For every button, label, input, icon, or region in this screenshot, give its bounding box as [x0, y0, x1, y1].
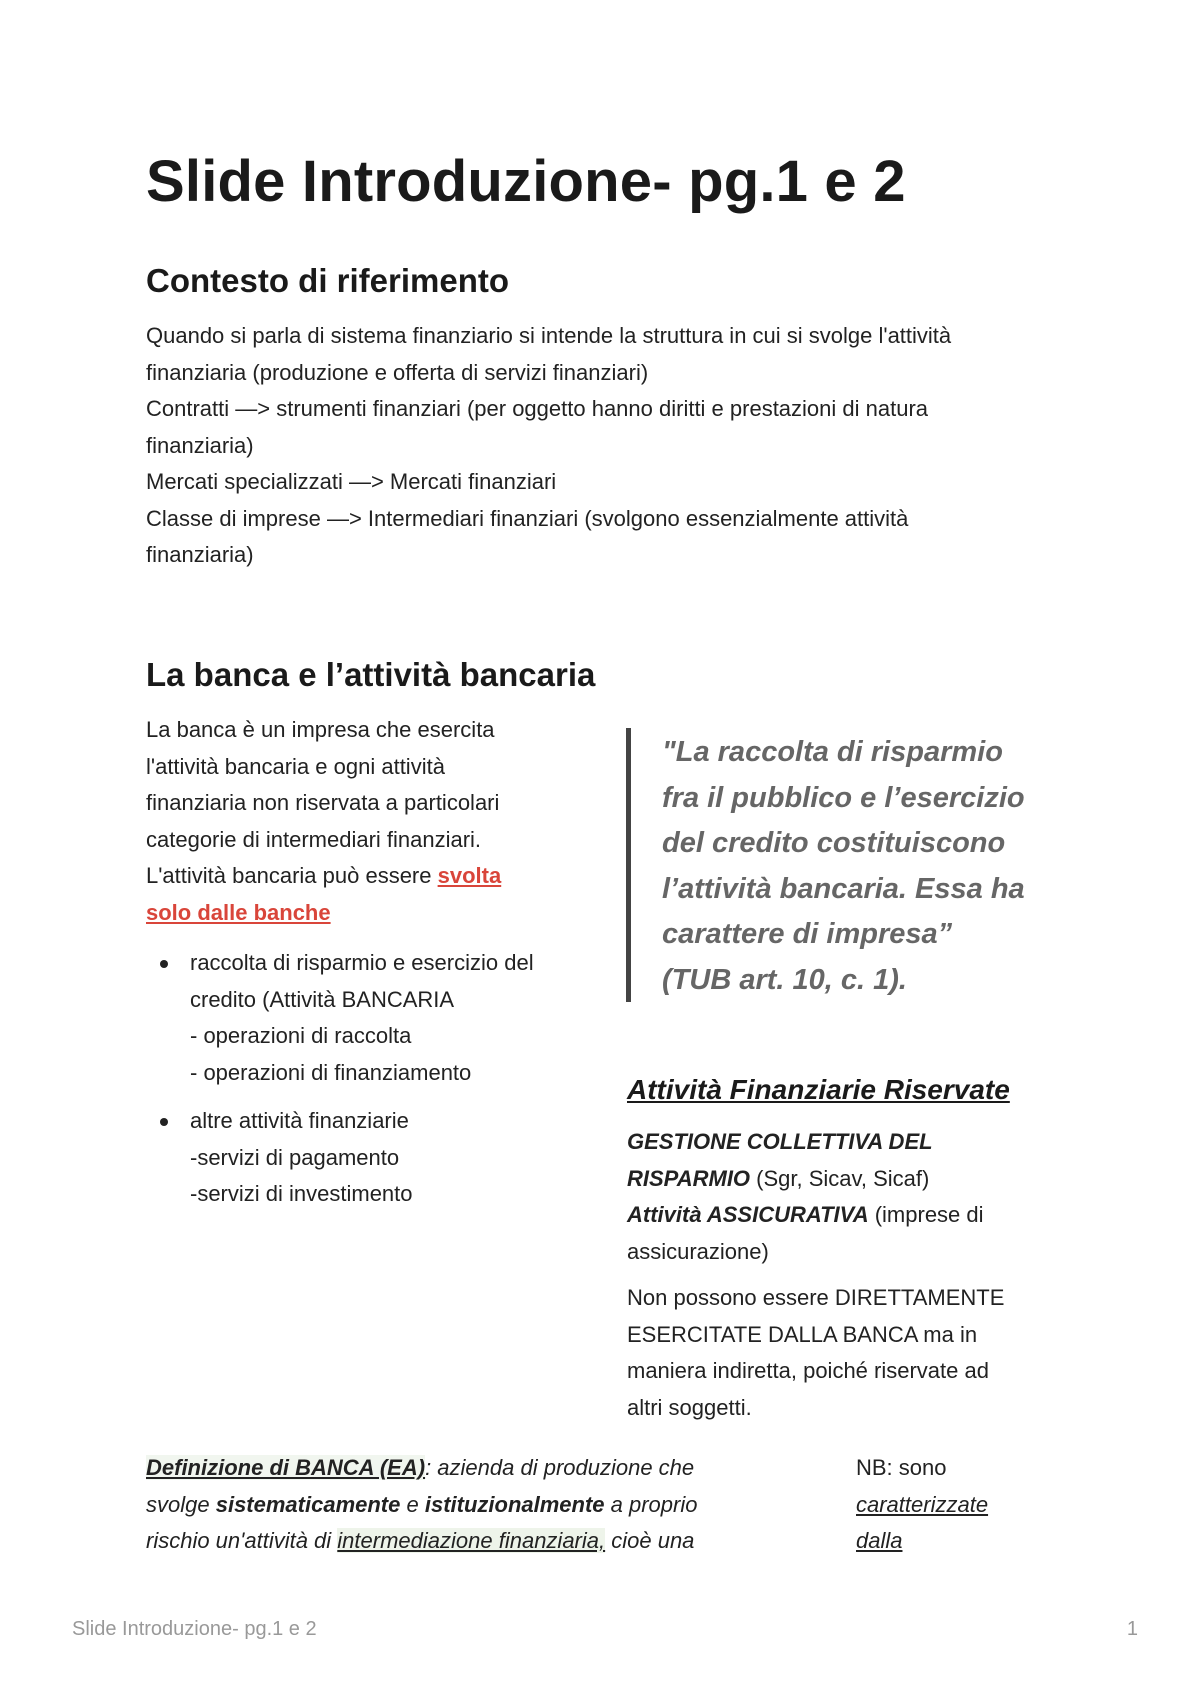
- highlight-link-intermediazione[interactable]: intermediazione finanziaria,: [337, 1528, 606, 1553]
- text-line: caratterizzate: [856, 1491, 989, 1517]
- quote-bar: [626, 728, 631, 1002]
- text-line: raccolta di risparmio e esercizio del: [190, 950, 534, 975]
- text-line: finanziaria): [146, 542, 254, 567]
- text-line: [627, 1161, 1067, 1198]
- quote-line: carattere di impresa”: [662, 918, 953, 950]
- text-line: dalla: [856, 1528, 903, 1553]
- text-line: maniera indiretta, poiché riservate ad: [627, 1358, 989, 1383]
- definition-banca: [146, 1450, 786, 1560]
- text-line: altre attività finanziarie: [190, 1108, 409, 1133]
- text-line: Contratti —> strumenti finanziari (per oggetto hanno diritti e prestazioni di natura: [146, 396, 929, 421]
- text-line: [146, 1450, 786, 1487]
- text-line: Classe di imprese —> Intermediari finanziari (svolgono essenzialmente attività: [146, 505, 909, 531]
- section-contesto-body: [146, 318, 1066, 574]
- text-line: ESERCITATE DALLA BANCA ma in: [627, 1321, 978, 1347]
- text-span: (imprese di: [868, 1202, 984, 1227]
- text-span: azienda di produzione che: [431, 1455, 695, 1480]
- highlight-link-svolta[interactable]: svolta: [437, 863, 502, 888]
- quote-line: fra il pubblico e l’esercizio: [662, 781, 1025, 814]
- text-span: L'attività bancaria può essere: [146, 863, 438, 888]
- page-number: 1: [1126, 1618, 1138, 1640]
- text-span: sistematicamente: [215, 1491, 401, 1517]
- section-heading-banca: La banca e l’attività bancaria: [146, 656, 596, 693]
- text-line: credito (Attività BANCARIA: [190, 986, 455, 1012]
- footer-title: Slide Introduzione- pg.1 e 2: [72, 1618, 317, 1640]
- quote-line: l’attività bancaria. Essa ha: [662, 872, 1025, 905]
- text-line: [146, 895, 616, 932]
- text-line: NB: sono: [856, 1455, 947, 1480]
- blockquote-tub: [662, 730, 1072, 1003]
- text-line: [627, 1197, 1067, 1234]
- section-heading-contesto: Contesto di riferimento: [146, 262, 510, 299]
- text-line: altri soggetti.: [627, 1394, 752, 1420]
- text-span: :: [425, 1455, 432, 1480]
- text-line: finanziaria (produzione e offerta di servizi finanziari): [146, 359, 649, 385]
- nb-note: [856, 1450, 1056, 1560]
- quote-line: "La raccolta di risparmio: [662, 736, 1003, 768]
- list-item: [146, 945, 616, 1091]
- text-span: a proprio: [604, 1491, 698, 1517]
- reserved-note: [627, 1280, 1067, 1426]
- reserved-activities-column: [627, 1070, 1067, 1426]
- definition-term-link[interactable]: Definizione di BANCA (EA): [146, 1455, 426, 1480]
- text-line: assicurazione): [627, 1238, 769, 1264]
- text-line: - operazioni di finanziamento: [190, 1059, 472, 1085]
- text-span: svolge: [146, 1491, 216, 1517]
- text-span: istituzionalmente: [424, 1491, 605, 1517]
- quote-line: (TUB art. 10, c. 1).: [662, 963, 907, 996]
- text-span: e: [400, 1491, 425, 1517]
- text-line: -servizi di investimento: [190, 1181, 413, 1206]
- text-span: RISPARMIO: [627, 1165, 751, 1191]
- text-span: cioè una: [605, 1528, 695, 1553]
- text-line: Non possono essere DIRETTAMENTE: [627, 1285, 1005, 1310]
- text-line: categorie di intermediari finanziari.: [146, 826, 482, 852]
- text-line: La banca è un impresa che esercita: [146, 717, 495, 742]
- banca-left-column: [146, 712, 616, 1225]
- text-line: finanziaria non riservata a particolari: [146, 790, 500, 815]
- reserved-heading: Attività Finanziarie Riservate: [627, 1074, 1010, 1105]
- text-line: [146, 1487, 786, 1524]
- text-span: Attività ASSICURATIVA: [627, 1202, 869, 1227]
- text-line: - operazioni di raccolta: [190, 1023, 412, 1048]
- activity-bullet-list: [146, 945, 616, 1213]
- text-line: finanziaria): [146, 432, 254, 458]
- text-line: GESTIONE COLLETTIVA DEL: [627, 1129, 933, 1154]
- text-line: Mercati specializzati —> Mercati finanziari: [146, 469, 557, 494]
- list-item: [146, 1103, 616, 1213]
- page-title: Slide Introduzione- pg.1 e 2: [146, 149, 906, 214]
- text-line: [146, 858, 616, 895]
- text-line: l'attività bancaria e ogni attività: [146, 753, 445, 779]
- text-line: -servizi di pagamento: [190, 1144, 400, 1170]
- text-line: [146, 1523, 786, 1560]
- text-span: (Sgr, Sicav, Sicaf): [750, 1165, 930, 1191]
- quote-line: del credito costituiscono: [662, 827, 1006, 859]
- text-span: rischio un'attività di: [146, 1528, 338, 1553]
- highlight-link-solo-banche[interactable]: solo dalle banche: [146, 899, 331, 925]
- text-line: Quando si parla di sistema finanziario si intende la struttura in cui si svolge l'attività: [146, 323, 952, 348]
